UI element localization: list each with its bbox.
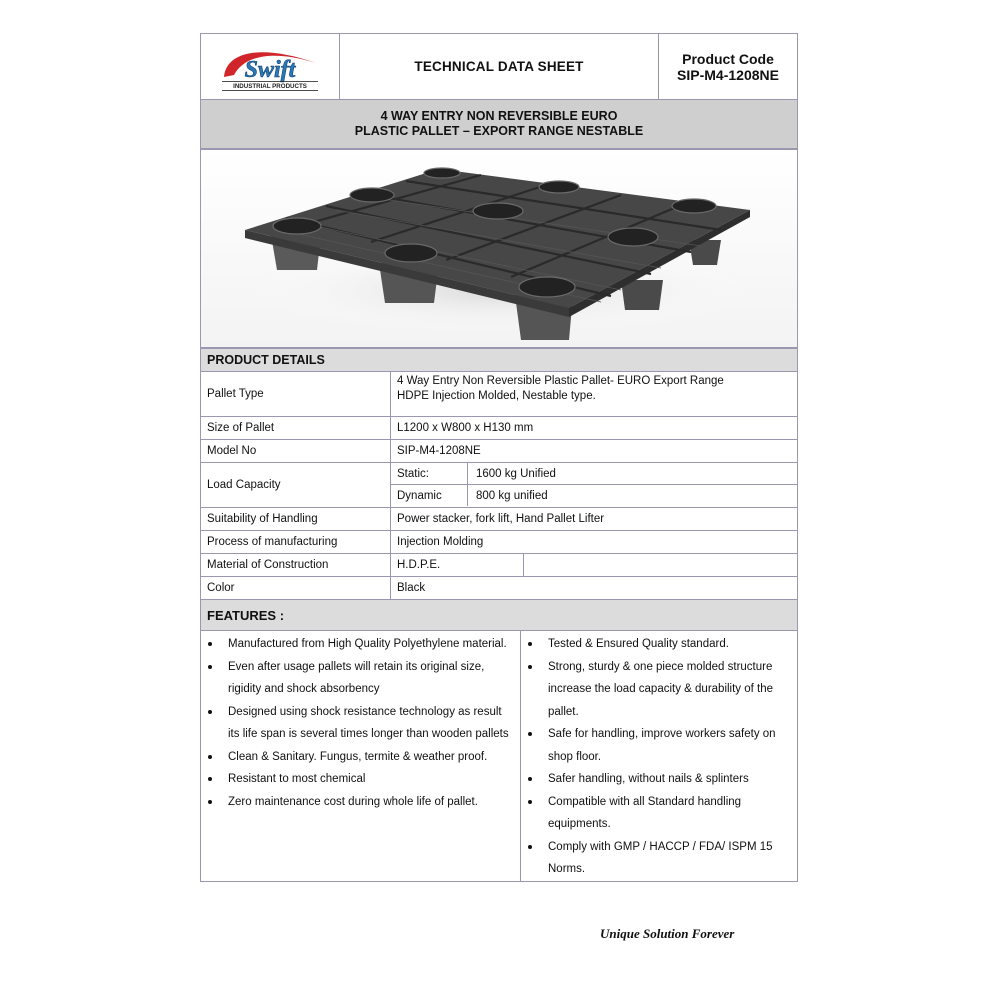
product-code-label: Product Code bbox=[682, 50, 774, 67]
feature-item: Manufactured from High Quality Polyethylene material. bbox=[201, 633, 520, 656]
spec-row-load-capacity bbox=[201, 463, 797, 508]
spec-label: Load Capacity bbox=[201, 463, 391, 507]
sheet-header bbox=[201, 34, 797, 100]
company-logo bbox=[201, 34, 340, 99]
spec-value: Injection Molding bbox=[397, 536, 484, 548]
feature-item: Resistant to most chemical bbox=[201, 768, 520, 791]
bullet-icon bbox=[528, 845, 532, 849]
spec-label: Material of Construction bbox=[201, 554, 391, 576]
spec-value bbox=[391, 372, 797, 416]
bullet-icon bbox=[208, 710, 212, 714]
spec-label: Size of Pallet bbox=[201, 417, 391, 439]
spec-row-size bbox=[201, 417, 797, 440]
feature-item: Safe for handling, improve workers safety on shop floor. bbox=[521, 723, 797, 768]
load-static-value: 1600 kg Unified bbox=[476, 467, 556, 480]
load-dynamic-row bbox=[391, 484, 797, 506]
product-title-line2: PLASTIC PALLET – EXPORT RANGE NESTABLE bbox=[354, 124, 644, 138]
svg-text:INDUSTRIAL PRODUCTS: INDUSTRIAL PRODUCTS bbox=[233, 82, 307, 90]
spec-row-handling bbox=[201, 508, 797, 531]
product-title-banner bbox=[201, 99, 797, 150]
material-value: H.D.P.E. bbox=[391, 554, 524, 576]
spec-label: Model No bbox=[201, 440, 391, 462]
bullet-icon bbox=[208, 800, 212, 804]
swift-logo-icon bbox=[218, 41, 322, 93]
product-code-box bbox=[659, 34, 797, 99]
spec-value bbox=[391, 463, 797, 507]
bullet-icon bbox=[208, 777, 212, 781]
product-code-value: SIP-M4-1208NE bbox=[677, 66, 779, 83]
load-static-row bbox=[391, 463, 797, 484]
load-dynamic-label: Dynamic bbox=[391, 485, 468, 506]
bullet-icon bbox=[208, 755, 212, 759]
load-dynamic-value: 800 kg unified bbox=[476, 489, 548, 502]
features-heading: FEATURES : bbox=[201, 600, 797, 631]
pallet-photo bbox=[201, 150, 797, 349]
feature-item: Strong, sturdy & one piece molded structure increase the load capacity & durability of the pallet. bbox=[521, 656, 797, 724]
pallet-type-line2: HDPE Injection Molded, Nestable type. bbox=[397, 390, 596, 402]
technical-data-sheet bbox=[200, 33, 798, 882]
spec-value: L1200 x W800 x H130 mm bbox=[397, 422, 534, 434]
spec-row-material bbox=[201, 554, 797, 577]
spec-value: Power stacker, fork lift, Hand Pallet Lifter bbox=[397, 513, 605, 525]
feature-item: Zero maintenance cost during whole life of pallet. bbox=[201, 791, 520, 814]
feature-item: Clean & Sanitary. Fungus, termite & weather proof. bbox=[201, 746, 520, 769]
bullet-icon bbox=[528, 732, 532, 736]
feature-item: Tested & Ensured Quality standard. bbox=[521, 633, 797, 656]
features-left-column bbox=[201, 631, 521, 881]
spec-row-color bbox=[201, 577, 797, 600]
feature-item: Compatible with all Standard handling equipments. bbox=[521, 791, 797, 836]
spec-value bbox=[391, 554, 797, 576]
svg-text:Swift: Swift bbox=[244, 56, 296, 83]
spec-row-pallet-type bbox=[201, 372, 797, 417]
bullet-icon bbox=[208, 642, 212, 646]
spec-row-model bbox=[201, 440, 797, 463]
bullet-icon bbox=[528, 665, 532, 669]
load-static-label: Static: bbox=[391, 463, 468, 484]
bullet-icon bbox=[528, 777, 532, 781]
spec-value: SIP-M4-1208NE bbox=[397, 445, 481, 457]
pallet-image-icon bbox=[201, 150, 797, 347]
footer-tagline: Unique Solution Forever bbox=[600, 926, 735, 941]
pallet-type-line1: 4 Way Entry Non Reversible Plastic Pallet- EURO Export Range bbox=[397, 375, 724, 387]
product-details-heading: PRODUCT DETAILS bbox=[201, 349, 797, 372]
feature-item: Safer handling, without nails & splinters bbox=[521, 768, 797, 791]
features-right-column bbox=[521, 631, 797, 881]
bullet-icon bbox=[208, 665, 212, 669]
feature-item: Even after usage pallets will retain its original size, rigidity and shock absorbency bbox=[201, 656, 520, 701]
document-title: TECHNICAL DATA SHEET bbox=[340, 34, 659, 99]
feature-item: Designed using shock resistance technology as result its life span is several times longer than wooden pallets bbox=[201, 701, 520, 746]
spec-label: Process of manufacturing bbox=[201, 531, 391, 553]
spec-value: Black bbox=[397, 582, 426, 594]
features-list bbox=[201, 631, 797, 881]
spec-row-process bbox=[201, 531, 797, 554]
spec-label: Suitability of Handling bbox=[201, 508, 391, 530]
product-title-line1: 4 WAY ENTRY NON REVERSIBLE EURO bbox=[380, 109, 618, 123]
bullet-icon bbox=[528, 800, 532, 804]
feature-item: Comply with GMP / HACCP / FDA/ ISPM 15 Norms. bbox=[521, 836, 797, 881]
bullet-icon bbox=[528, 642, 532, 646]
spec-label: Pallet Type bbox=[201, 372, 391, 416]
spec-label: Color bbox=[201, 577, 391, 599]
